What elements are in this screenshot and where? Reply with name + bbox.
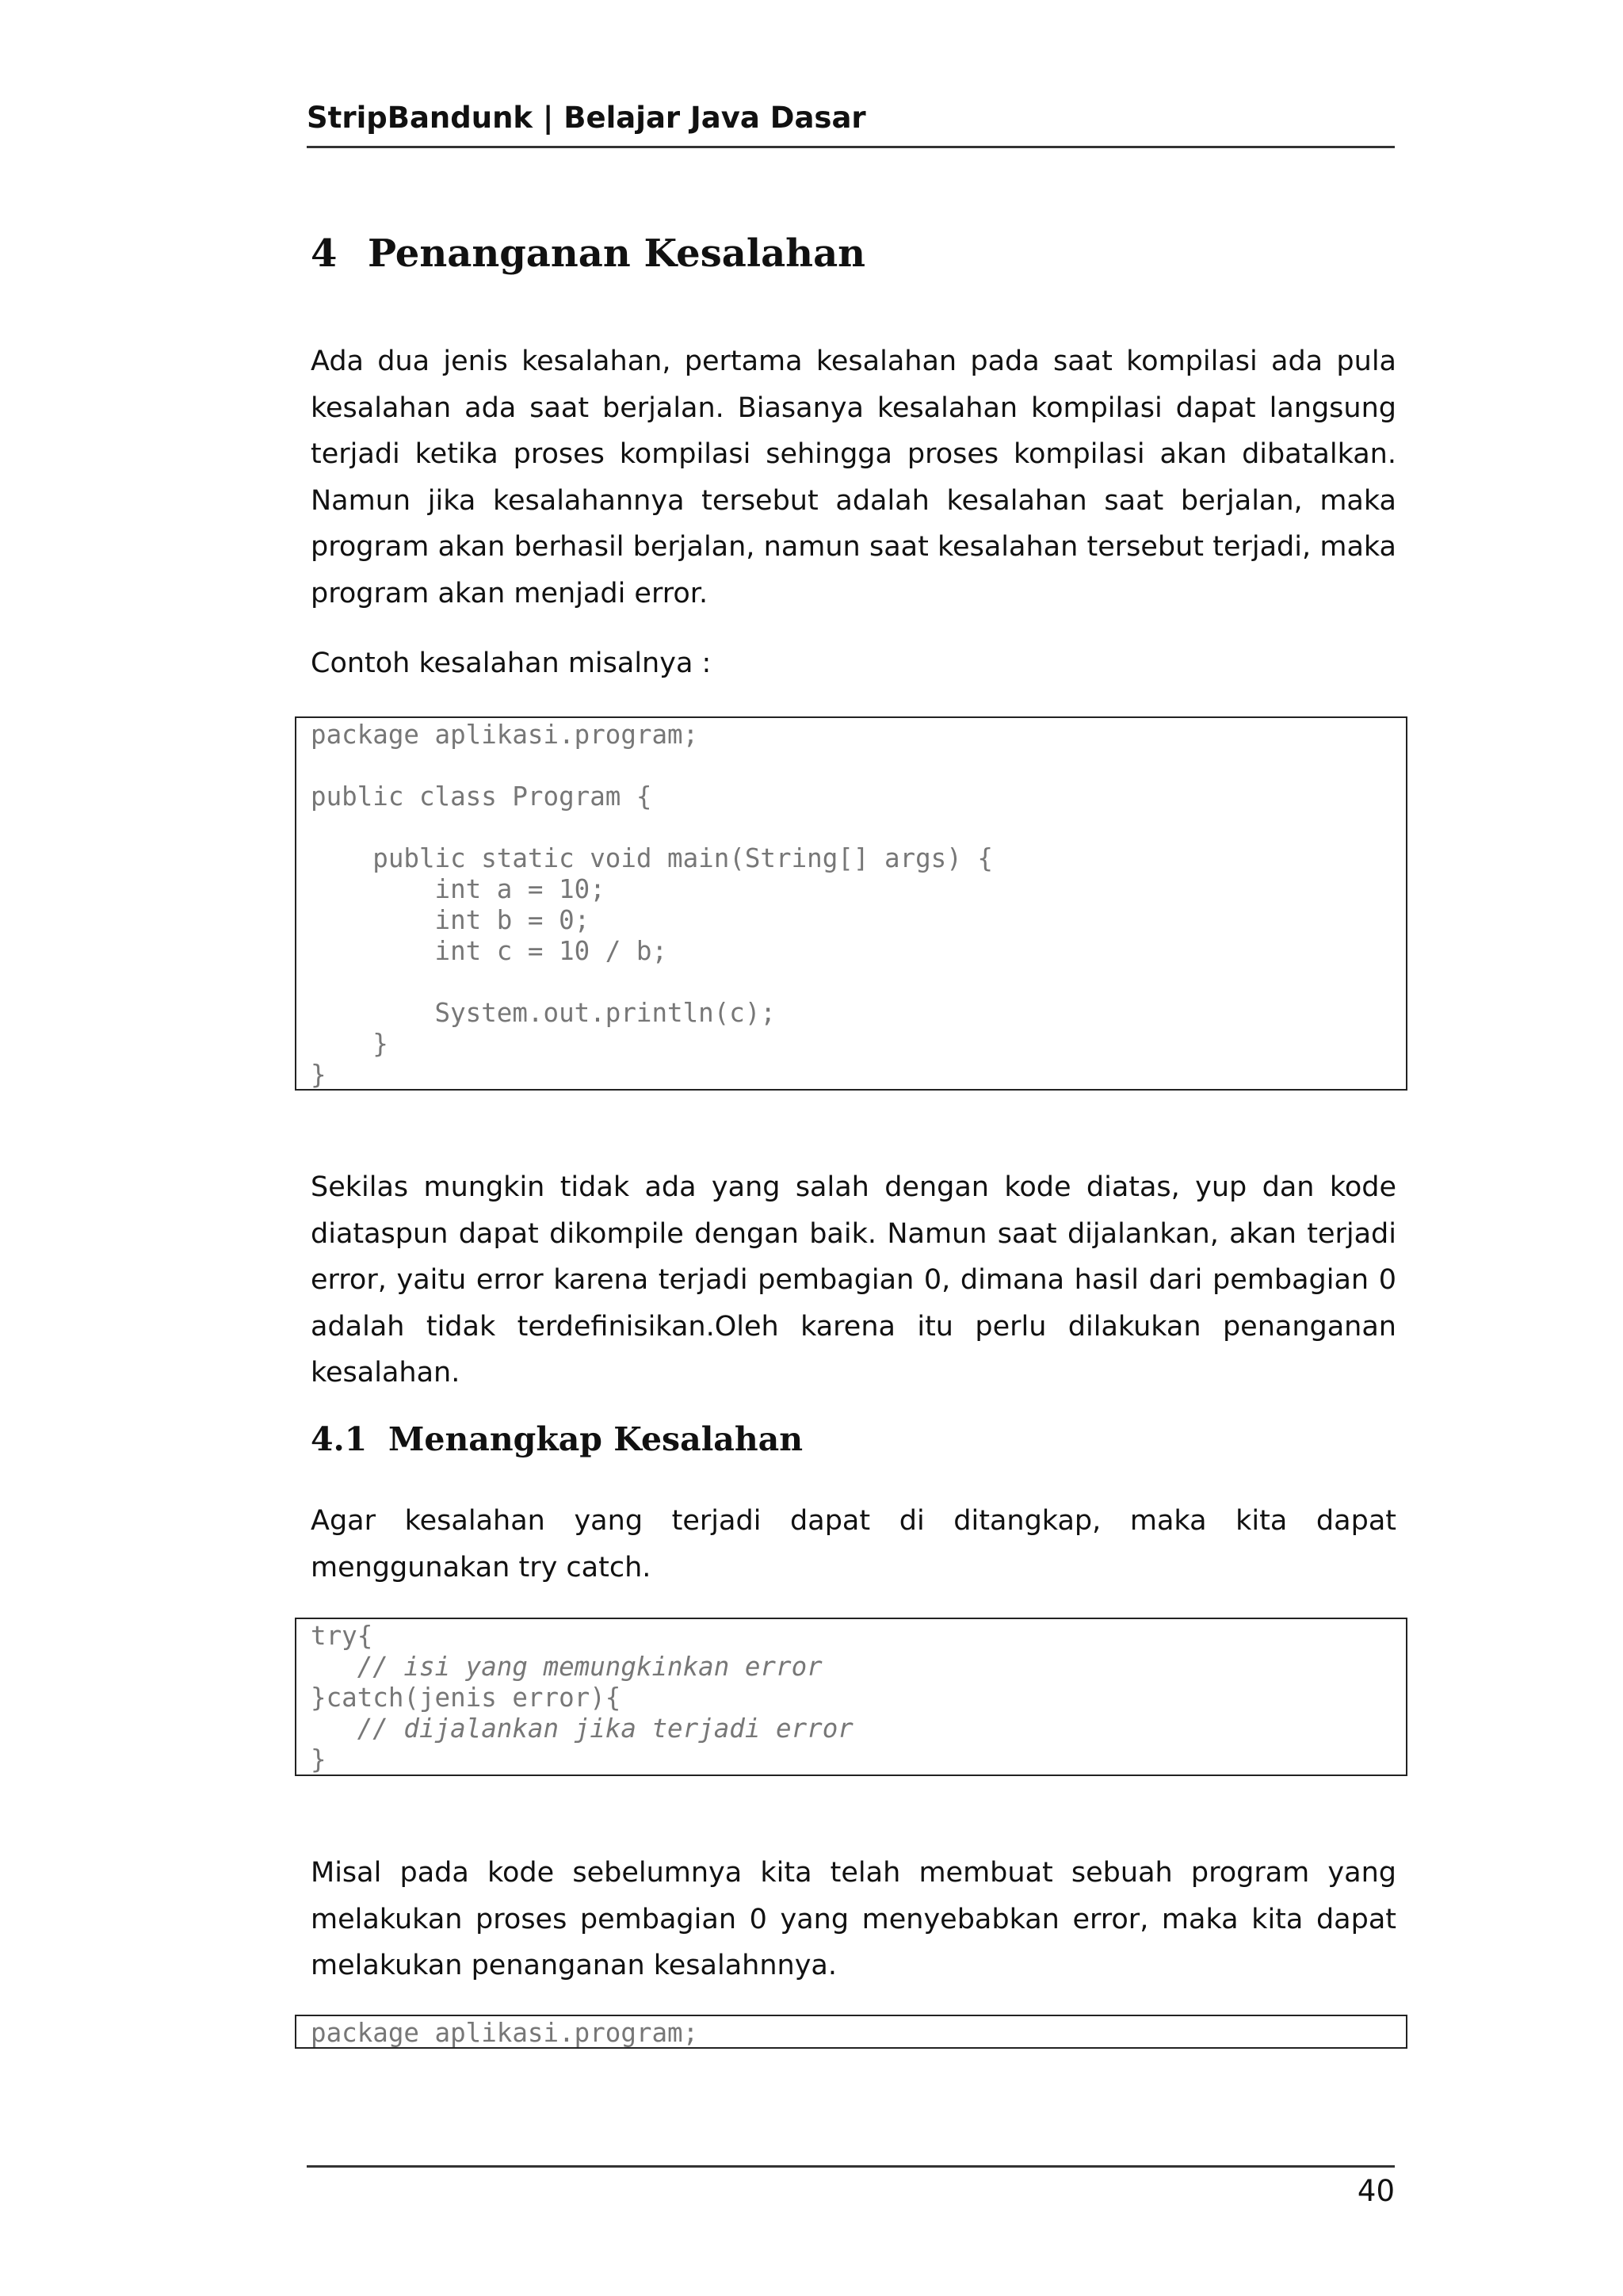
- code-line: int a = 10;: [311, 874, 605, 904]
- section-heading: [311, 1417, 803, 1461]
- page-number: 40: [1357, 2174, 1395, 2208]
- code-line: public class Program {: [311, 781, 652, 812]
- code-line: int c = 10 / b;: [311, 936, 668, 966]
- code-handling: [296, 2016, 1406, 2049]
- chapter-number: 4: [311, 231, 338, 276]
- intro-paragraph: Ada dua jenis kesalahan, pertama kesalahan pada saat kompilasi ada pula kesalahan ada saat berjalan. Biasanya kesalahan kompilasi dapat langsung terjadi ketika proses kompilasi sehingga proses kompilasi akan dibatalkan. Namun jika kesalahannya tersebut adalah kesalahan saat berjalan, maka program akan berhasil berjalan, namun saat kesalahan tersebut terjadi, maka program akan menjadi error.: [311, 346, 1396, 609]
- running-header: StripBandunk | Belajar Java Dasar: [307, 97, 1395, 148]
- code-line: }catch(jenis error){: [311, 1683, 621, 1713]
- section-title: Menangkap Kesalahan: [388, 1420, 804, 1458]
- example-intro-paragraph: Contoh kesalahan misalnya :: [311, 648, 712, 679]
- code-line: System.out.println(c);: [311, 998, 776, 1028]
- code-block-trycatch: [295, 1618, 1407, 1776]
- footer-divider: [307, 2165, 1395, 2168]
- code-block-program: [295, 716, 1407, 1091]
- explanation-paragraph: Sekilas mungkin tidak ada yang salah dengan kode diatas, yup dan kode diataspun dapat dikompile dengan baik. Namun saat dijalankan, akan terjadi error, yaitu error karena terjadi pembagian 0, dimana hasil dari pembagian 0 adalah tidak terdefinisikan.Oleh karena itu perlu dilakukan penanganan kesalahan.: [311, 1171, 1396, 1389]
- code-line: try{: [311, 1621, 373, 1651]
- trycatch-intro-paragraph: Agar kesalahan yang terjadi dapat di ditangkap, maka kita dapat menggunakan try catch.: [311, 1505, 1396, 1584]
- code-line: package aplikasi.program;: [311, 720, 699, 750]
- code-line: public static void main(String[] args) {: [311, 843, 993, 873]
- chapter-heading: [311, 230, 865, 277]
- code-program: [296, 718, 1406, 1091]
- code-line: }: [311, 1060, 327, 1090]
- handling-intro-paragraph: Misal pada kode sebelumnya kita telah membuat sebuah program yang melakukan proses pembagian 0 yang menyebabkan error, maka kita dapat melakukan penanganan kesalahnnya.: [311, 1857, 1396, 1981]
- code-line: package aplikasi.program;: [311, 2018, 699, 2048]
- section-number: 4.1: [311, 1420, 368, 1458]
- code-line: }: [311, 1029, 388, 1059]
- code-line: int b = 0;: [311, 905, 590, 935]
- code-line: }: [311, 1744, 327, 1775]
- code-block-handling: [295, 2015, 1407, 2049]
- chapter-title: Penanganan Kesalahan: [368, 231, 866, 276]
- code-trycatch: [296, 1619, 1406, 1775]
- code-line: // dijalankan jika terjadi error: [311, 1713, 854, 1744]
- code-line: // isi yang memungkinkan error: [311, 1652, 823, 1682]
